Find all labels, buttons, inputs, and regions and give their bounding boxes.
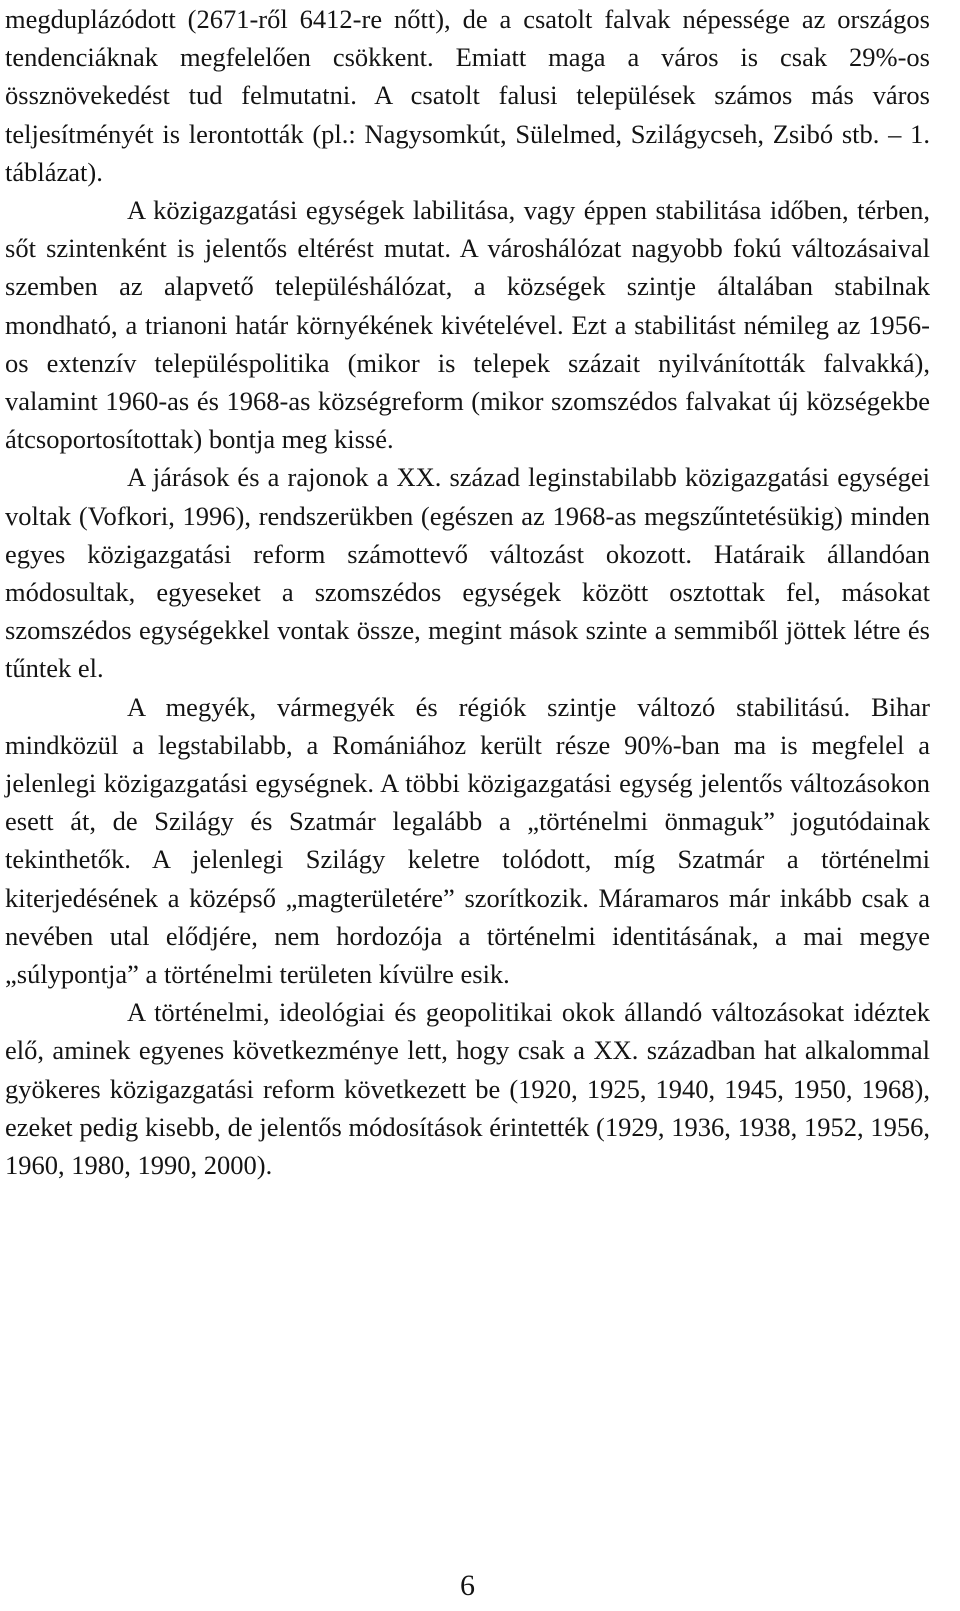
document-body: [5, 0, 930, 1184]
paragraph-3: A járások és a rajonok a XX. század leginstabilabb közigazgatási egységei voltak (Vofkori, 1996), rendszerükben (egészen az 1968-as megszűntetésükig) minden egyes közigazgatási reform számottevő változást okozott. Határaik állandóan módosultak, egyeseket a szomszédos egységek között osztottak fel, másokat szomszédos egységekkel vontak össze, megint mások szinte a semmiből jöttek létre és tűntek el.: [5, 462, 930, 684]
paragraph-4: A megyék, vármegyék és régiók szintje változó stabilitású. Bihar mindközül a legstabilabb, a Romániához került része 90%-ban ma is megfelel a jelenlegi közigazgatási egységnek. A többi közigazgatási egység jelentős változásokon esett át, de Szilágy és Szatmár legalább a „történelmi önmaguk” jogutódainak tekinthetők. A jelenlegi Szilágy keletre tolódott, míg Szatmár a történelmi kiterjedésének a középső „magterületére” szorítkozik. Máramaros már inkább csak a nevében utal elődjére, nem hordozója a történelmi identitásának, a mai megye „súlypontja” a történelmi területen kívülre esik.: [5, 691, 930, 990]
paragraph-2: A közigazgatási egységek labilitása, vagy éppen stabilitása időben, térben, sőt szintenként is jelentős eltérést mutat. A városhálózat nagyobb fokú változásaival szemben az alapvető településhálózat, a községek szintje általában stabilnak mondható, a trianoni határ környékének kivételével. Ezt a stabilitást némileg az 1956-os extenzív településpolitika (mikor is telepek százait nyilvánították falvakká), valamint 1960-as és 1968-as községreform (mikor szomszédos falvakat új községekbe átcsoportosítottak) bontja meg kissé.: [5, 195, 930, 455]
paragraph-5: A történelmi, ideológiai és geopolitikai okok állandó változásokat idéztek elő, aminek egyenes következménye lett, hogy csak a XX. században hat alkalommal gyökeres közigazgatási reform következett be (1920, 1925, 1940, 1945, 1950, 1968), ezeket pedig kisebb, de jelentős módosítások érintették (1929, 1936, 1938, 1952, 1956, 1960, 1980, 1990, 2000).: [5, 997, 930, 1181]
paragraph-1: megduplázódott (2671-ről 6412-re nőtt), de a csatolt falvak népessége az országos tendenciáknak megfelelően csökkent. Emiatt maga a város is csak 29%-os össznövekedést tud felmutatni. A csatolt falusi települések számos más város teljesítményét is lerontották (pl.: Nagysomkút, Sülelmed, Szilágycseh, Zsibó stb. – 1. táblázat).: [5, 4, 930, 187]
page-number: 6: [460, 1569, 475, 1602]
